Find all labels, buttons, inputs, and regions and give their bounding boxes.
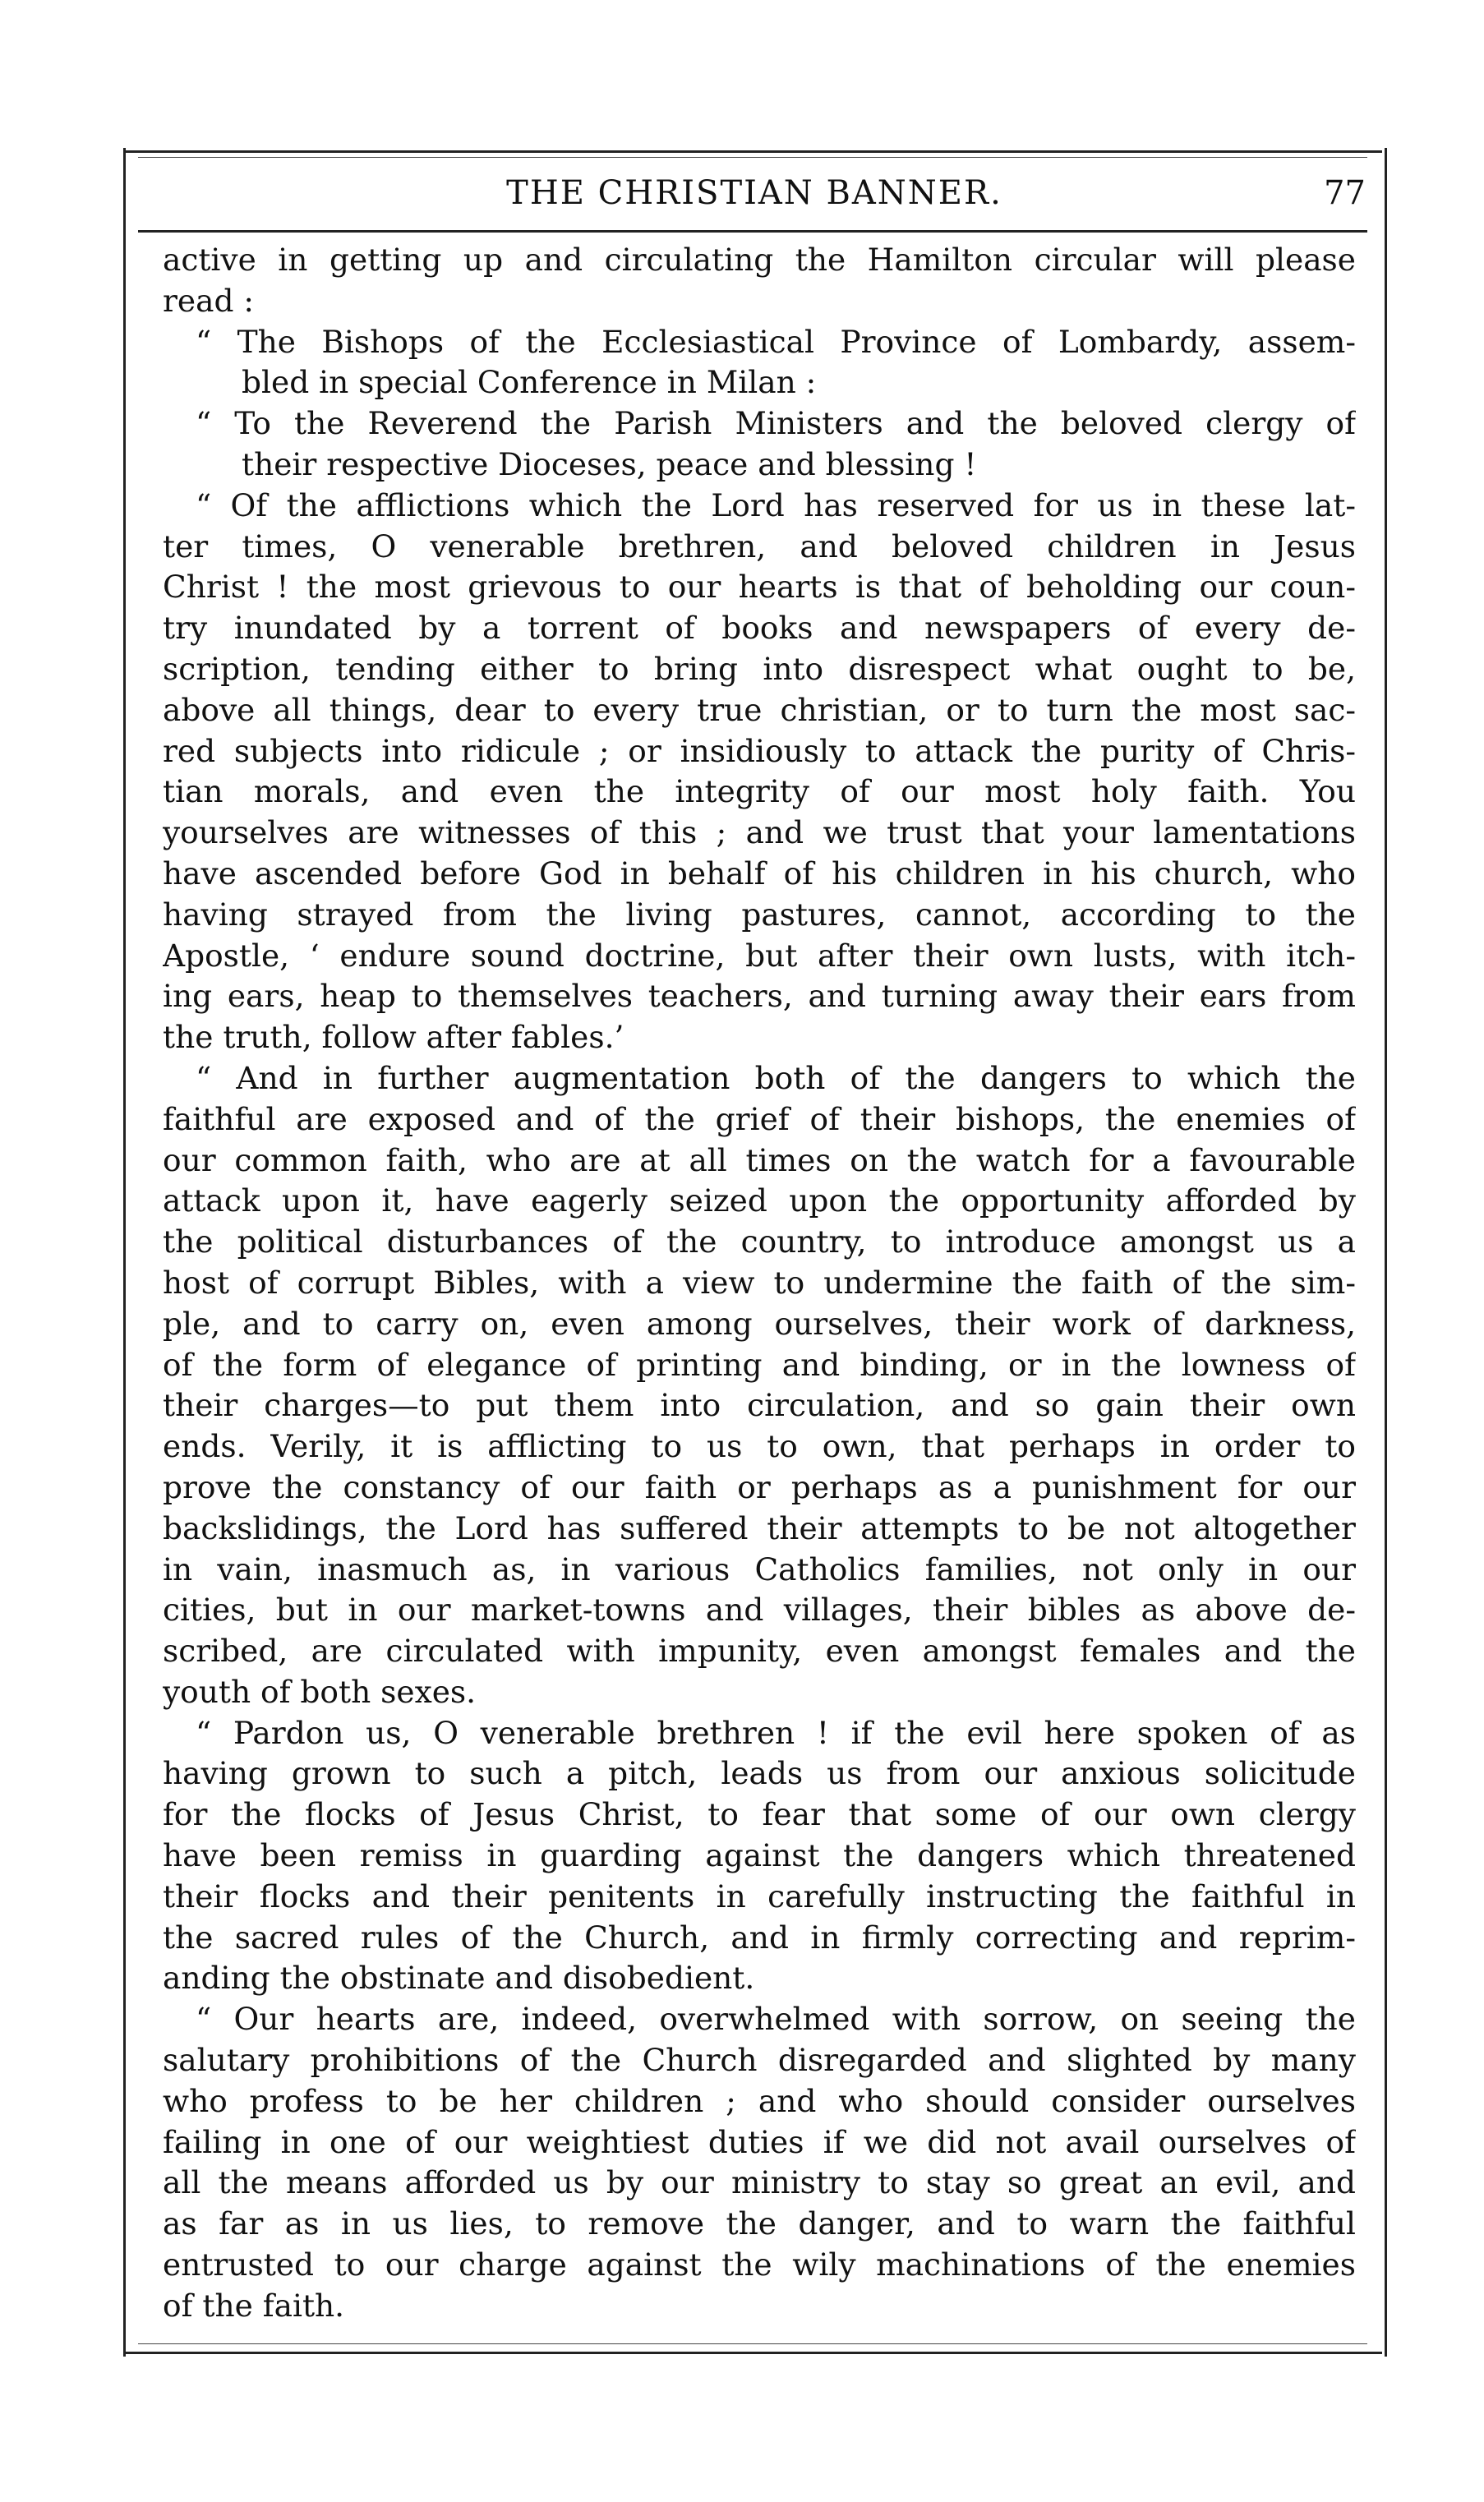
page-number: 77: [1324, 174, 1366, 212]
text-line: who profess to be her children ; and who should consider ourselves: [163, 2082, 1356, 2119]
header-rule: [138, 230, 1367, 233]
text-line: salutary prohibitions of the Church disregarded and slighted by many: [163, 2042, 1356, 2079]
running-title: THE CHRISTIAN BANNER.: [506, 174, 1002, 212]
text-line: read :: [163, 282, 255, 319]
text-line: scribed, are circulated with impunity, even amongst females and the: [163, 1633, 1356, 1670]
text-line: “ The Bishops of the Ecclesiastical Province of Lombardy, assem-: [196, 323, 1356, 360]
text-line: Apostle, ‘ endure sound doctrine, but after their own lusts, with itch-: [163, 937, 1356, 974]
article-body: [163, 240, 1356, 2335]
text-line: as far as in us lies, to remove the danger, and to warn the faithful: [163, 2205, 1356, 2242]
text-line: all the means afforded us by our ministry to stay so great an evil, and: [163, 2164, 1356, 2201]
text-line: their flocks and their penitents in carefully instructing the faithful in: [163, 1878, 1356, 1915]
text-line: the political disturbances of the country, to introduce amongst us a: [163, 1223, 1356, 1260]
text-line: ends. Verily, it is afflicting to us to own, that perhaps in order to: [163, 1428, 1356, 1465]
text-line: ter times, O venerable brethren, and beloved children in Jesus: [163, 528, 1356, 564]
text-line: have ascended before God in behalf of his children in his church, who: [163, 855, 1356, 892]
text-line: tian morals, and even the integrity of our most holy faith. You: [163, 773, 1356, 810]
text-line: having grown to such a pitch, leads us from our anxious solicitude: [163, 1755, 1356, 1792]
text-line: of the faith.: [163, 2287, 345, 2324]
text-line: the sacred rules of the Church, and in firmly correcting and reprim-: [163, 1919, 1356, 1956]
top-rule-thin: [138, 157, 1367, 158]
text-line: scription, tending either to bring into disrespect what ought to be,: [163, 650, 1356, 687]
running-header: [138, 164, 1371, 222]
bottom-rule: [123, 2352, 1382, 2354]
text-line: in vain, inasmuch as, in various Catholics families, not only in our: [163, 1551, 1356, 1587]
text-line: anding the obstinate and disobedient.: [163, 1960, 755, 1997]
text-line: youth of both sexes.: [163, 1673, 477, 1710]
text-line: “ Pardon us, O venerable brethren ! if the evil here spoken of as: [196, 1714, 1356, 1751]
text-line: cities, but in our market-towns and villages, their bibles as above de-: [163, 1592, 1356, 1629]
text-line: prove the constancy of our faith or perhaps as a punishment for our: [163, 1468, 1356, 1505]
text-line: having strayed from the living pastures, cannot, according to the: [163, 896, 1356, 933]
text-line: ing ears, heap to themselves teachers, and turning away their ears from: [163, 978, 1356, 1015]
bottom-rule-thin: [138, 2343, 1367, 2344]
text-line: host of corrupt Bibles, with a view to undermine the faith of the sim-: [163, 1264, 1356, 1301]
text-line: “ To the Reverend the Parish Ministers and the beloved clergy of: [196, 405, 1356, 442]
text-line: bled in special Conference in Milan :: [242, 364, 817, 401]
text-line: their charges—to put them into circulation, and so gain their own: [163, 1387, 1356, 1424]
text-line: the truth, follow after fables.’: [163, 1019, 624, 1056]
text-line: red subjects into ridicule ; or insidiously to attack the purity of Chris-: [163, 732, 1356, 769]
text-line: entrusted to our charge against the wily machinations of the enemies: [163, 2246, 1356, 2283]
text-line: active in getting up and circulating the Hamilton circular will please: [163, 242, 1356, 278]
text-line: Christ ! the most grievous to our hearts is that of beholding our coun-: [163, 569, 1356, 606]
text-line: of the form of elegance of printing and binding, or in the lowness of: [163, 1346, 1356, 1383]
text-line: our common faith, who are at all times on the watch for a favourable: [163, 1141, 1356, 1178]
text-line: backslidings, the Lord has suffered their attempts to be not altogether: [163, 1509, 1356, 1546]
text-line: above all things, dear to every true christian, or to turn the most sac-: [163, 691, 1356, 728]
text-line: try inundated by a torrent of books and newspapers of every de-: [163, 610, 1356, 647]
text-line: “ Our hearts are, indeed, overwhelmed with sorrow, on seeing the: [196, 2001, 1356, 2038]
text-line: “ Of the afflictions which the Lord has reserved for us in these lat-: [196, 486, 1356, 523]
text-line: attack upon it, have eagerly seized upon the opportunity afforded by: [163, 1182, 1356, 1219]
text-line: faithful are exposed and of the grief of their bishops, the enemies of: [163, 1100, 1356, 1137]
top-rule: [123, 150, 1382, 153]
text-line: ple, and to carry on, even among ourselves, their work of darkness,: [163, 1305, 1356, 1342]
text-line: their respective Dioceses, peace and blessing !: [242, 445, 977, 482]
text-line: yourselves are witnesses of this ; and we trust that your lamentations: [163, 814, 1356, 851]
text-line: have been remiss in guarding against the dangers which threatened: [163, 1837, 1356, 1874]
text-line: for the flocks of Jesus Christ, to fear that some of our own clergy: [163, 1796, 1356, 1833]
text-line: failing in one of our weightiest duties if we did not avail ourselves of: [163, 2123, 1356, 2160]
text-line: “ And in further augmentation both of the dangers to which the: [196, 1059, 1356, 1096]
